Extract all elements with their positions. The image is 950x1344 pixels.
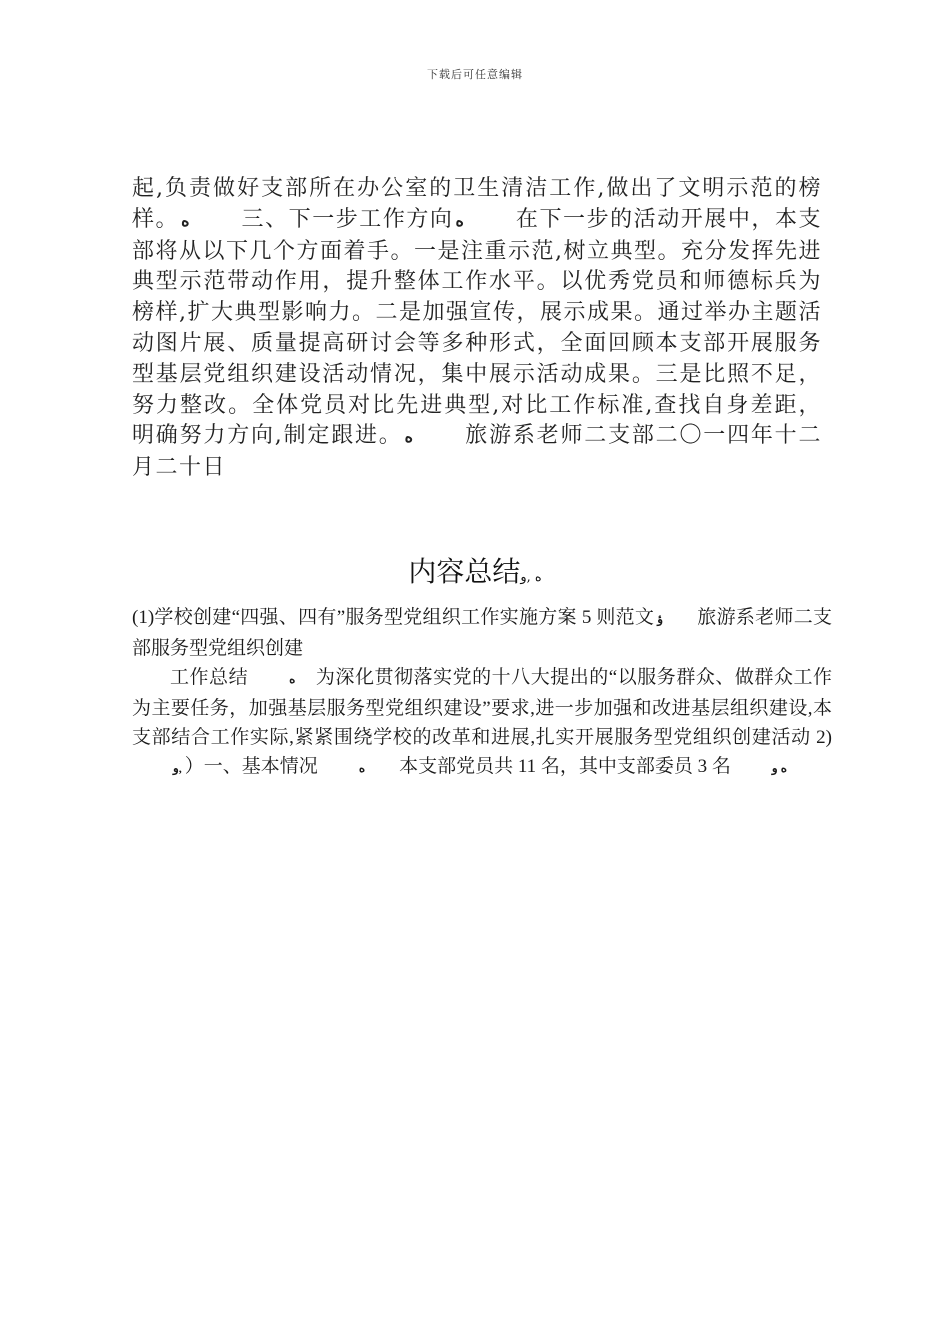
summary-title	[0, 550, 950, 590]
summary-title-text: 内容总结	[408, 555, 521, 588]
paragraph-mark-icon: ه	[358, 761, 366, 775]
body-text-segment: 起,负责做好支部所在办公室的卫生清洁工作,做出了文明示范的榜样。	[132, 176, 822, 232]
paragraph-mark-icon: و,	[173, 761, 182, 775]
body-paragraph	[132, 174, 822, 484]
paragraph-mark-icon: ه	[289, 672, 296, 686]
summary-paragraph	[132, 603, 832, 663]
summary-text-segment: ）一、基本情况	[184, 756, 318, 777]
summary-text-segment: 旅游系老师二支部服务型党组织创建	[132, 607, 832, 659]
page-header-note: 下载后可任意编辑	[427, 68, 523, 81]
section-heading: 三、下一步工作方向	[241, 206, 454, 232]
summary-text-segment: 本支部党员共 11 名，其中支部委员 3 名	[399, 756, 731, 777]
paragraph-mark-icon: ه	[181, 210, 190, 230]
signature-date: 旅游系老师二支部二〇一四年十二月二十日	[132, 423, 822, 481]
paragraph-mark-icon: ه	[455, 210, 464, 230]
summary-text-segment: 工作总结	[170, 667, 249, 688]
summary-paragraph	[132, 663, 832, 783]
title-mark-icon: ه ,و	[520, 570, 542, 585]
summary-source-title: (1)学校创建“四强、四有”服务型党组织工作实施方案 5 则范文	[132, 607, 655, 628]
summary-body	[132, 603, 832, 783]
summary-text-segment: 为深化贯彻落实党的十八大提出的“以服务群众、做群众工作为主要任务，加强基层服务型党组织建设”要求,进一步加强和改进基层组织建设,本支部结合工作实际,紧紧围绕学校的改革和进展,扎实开展服务型党组织创建活动 2)	[132, 667, 832, 748]
body-text-segment: 在下一步的活动开展中，本支部将从以下几个方面着手。一是注重示范,树立典型。充分发挥先进典型示范带动作用，提升整体工作水平。以优秀党员和师德标兵为榜样,扩大典型影响力。二是加强宣传，展示成果。通过举办主题活动图片展、质量提高研讨会等多种形式，全面回顾本支部开展服务型基层党组织建设活动情况，集中展示活动成果。三是比照不足，努力整改。全体党员对比先进典型,对比工作标准,查找自身差距，明确努力方向,制定跟进。	[132, 206, 822, 449]
paragraph-mark-icon: ه	[404, 427, 413, 447]
paragraph-mark-icon: ؤ	[657, 612, 663, 626]
paragraph-mark-icon: ه و	[771, 761, 787, 775]
